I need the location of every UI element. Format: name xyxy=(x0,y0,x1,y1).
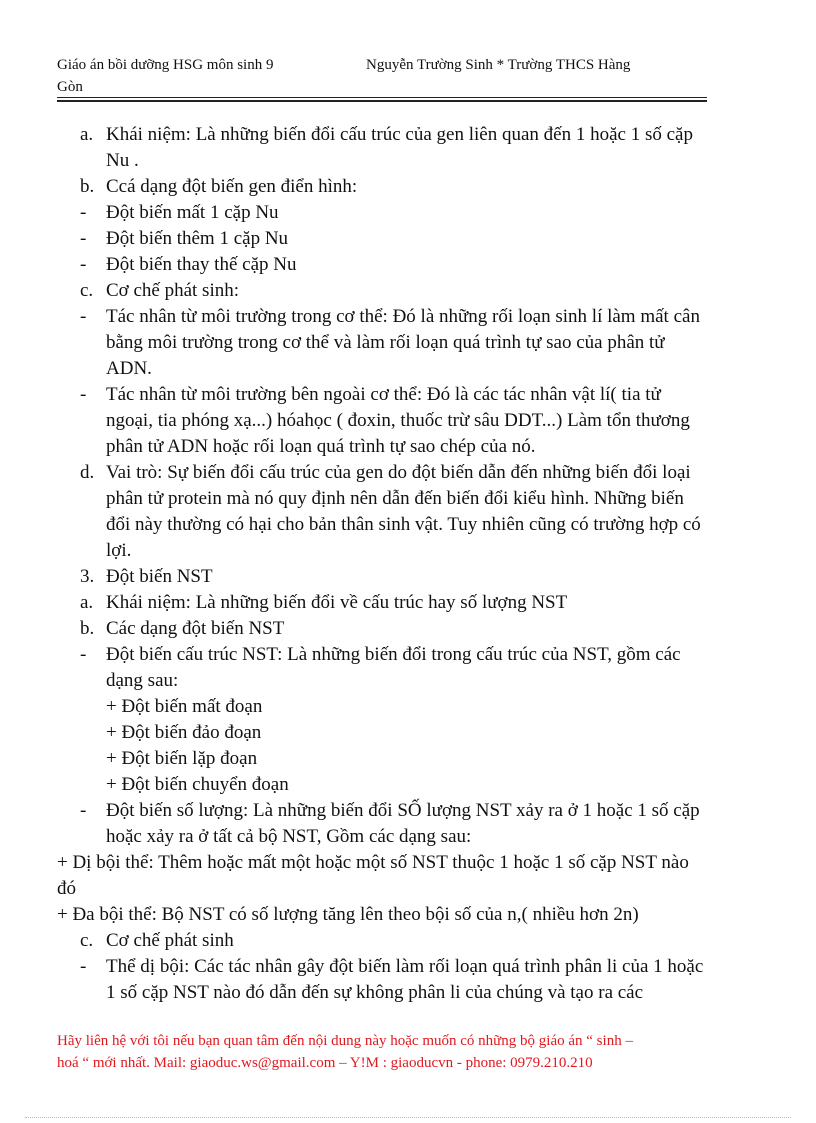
text-line xyxy=(57,278,707,304)
line-text: Khái niệm: Là những biến đổi cấu trúc của gen liên quan đến 1 hoặc 1 số cặp Nu . xyxy=(106,124,693,171)
line-text: Cơ chế phát sinh: xyxy=(106,280,239,301)
text-line xyxy=(57,694,707,720)
header-continuation: Gòn xyxy=(57,79,83,95)
text-line xyxy=(57,928,707,954)
line-text: Đột biến số lượng: Là những biến đổi SỐ lượng NST xảy ra ở 1 hoặc 1 số cặp hoặc xảy ra ở tất cả bộ NST, Gồm các dạng sau: xyxy=(106,800,700,847)
document-body xyxy=(57,122,707,1006)
line-text: Khái niệm: Là những biến đổi về cấu trúc hay số lượng NST xyxy=(106,592,568,613)
text-line xyxy=(57,720,707,746)
line-text: Thể dị bội: Các tác nhân gây đột biến làm rối loạn quá trình phân li của 1 hoặc 1 số cặp NST nào đó dẫn đến sự không phân li của chúng và tạo ra các xyxy=(106,956,704,1003)
text-line xyxy=(57,460,707,564)
line-text: + Đột biến mất đoạn xyxy=(106,696,263,717)
list-marker: - xyxy=(80,254,87,275)
line-text: Vai trò: Sự biến đổi cấu trúc của gen do đột biến dẫn đến những biến đổi loại phân tử protein mà nó quy định nên dẫn đến biến đổi kiểu hình. Những biến đổi này thường có hại cho bản thân sinh vật. Tuy nhiên cũng có trường hợp có lợi. xyxy=(106,462,701,561)
line-text: + Đột biến lặp đoạn xyxy=(106,748,258,769)
list-marker: - xyxy=(80,202,87,223)
line-text: + Đa bội thể: Bộ NST có số lượng tăng lên theo bội số của n,( nhiều hơn 2n) xyxy=(57,904,639,925)
text-line xyxy=(57,746,707,772)
text-line xyxy=(57,226,707,252)
list-marker: a. xyxy=(80,124,94,145)
line-text: Tác nhân từ môi trường bên ngoài cơ thể: Đó là các tác nhân vật lí( tia tử ngoại, tia phóng xạ...) hóahọc ( đoxin, thuốc trừ sâu DDT...) Làm tổn thương phân tử ADN hoặc rối loạn quá trình tự sao chép của nó. xyxy=(106,384,690,457)
list-marker: - xyxy=(80,228,87,249)
page-footer xyxy=(57,1030,717,1074)
header-rule-thick xyxy=(57,100,707,102)
text-line xyxy=(57,382,707,460)
text-line xyxy=(57,902,707,928)
line-text: Ccá dạng đột biến gen điển hình: xyxy=(106,176,358,197)
list-marker: c. xyxy=(80,930,94,951)
header-rule-thin xyxy=(57,97,707,98)
text-line xyxy=(57,564,707,590)
line-text: Cơ chế phát sinh xyxy=(106,930,234,951)
list-marker: 3. xyxy=(80,566,95,587)
list-marker: - xyxy=(80,956,87,977)
list-marker: d. xyxy=(80,462,95,483)
list-marker: - xyxy=(80,800,87,821)
text-line xyxy=(57,122,707,174)
text-line xyxy=(57,616,707,642)
text-line xyxy=(57,798,707,850)
list-marker: b. xyxy=(80,618,95,639)
header-right: Nguyễn Trường Sinh * Trường THCS Hàng xyxy=(366,57,631,73)
header-left: Giáo án bồi dưỡng HSG môn sinh 9 xyxy=(57,57,274,73)
list-marker: b. xyxy=(80,176,95,197)
list-marker: - xyxy=(80,306,87,327)
text-line xyxy=(57,954,707,1006)
line-text: Đột biến thêm 1 cặp Nu xyxy=(106,228,289,249)
line-text: + Đột biến chuyển đoạn xyxy=(106,774,289,795)
line-text: + Dị bội thể: Thêm hoặc mất một hoặc một số NST thuộc 1 hoặc 1 số cặp NST nào đó xyxy=(57,852,689,899)
text-line xyxy=(57,850,707,902)
text-line xyxy=(57,772,707,798)
page-bottom-divider xyxy=(25,1117,791,1118)
list-marker: a. xyxy=(80,592,94,613)
text-line xyxy=(57,200,707,226)
footer-line-2: hoá “ mới nhất. Mail: giaoduc.ws@gmail.com – Y!M : giaoducvn - phone: 0979.210.210 xyxy=(57,1055,593,1071)
text-line xyxy=(57,590,707,616)
line-text: Tác nhân từ môi trường trong cơ thể: Đó là những rối loạn sinh lí làm mất cân bằng môi trường trong cơ thể và làm rối loạn quá trình tự sao của phân tử ADN. xyxy=(106,306,700,379)
list-marker: c. xyxy=(80,280,94,301)
footer-line-1: Hãy liên hệ với tôi nếu bạn quan tâm đến nội dung này hoặc muốn có những bộ giáo án “ sinh – xyxy=(57,1033,633,1049)
line-text: Đột biến thay thế cặp Nu xyxy=(106,254,297,275)
list-marker: - xyxy=(80,384,87,405)
text-line xyxy=(57,642,707,694)
line-text: Đột biến NST xyxy=(106,566,213,587)
list-marker: - xyxy=(80,644,87,665)
line-text: Đột biến cấu trúc NST: Là những biến đổi trong cấu trúc của NST, gồm các dạng sau: xyxy=(106,644,681,691)
text-line xyxy=(57,252,707,278)
text-line xyxy=(57,304,707,382)
line-text: Đột biến mất 1 cặp Nu xyxy=(106,202,279,223)
line-text: Các dạng đột biến NST xyxy=(106,618,285,639)
text-line xyxy=(57,174,707,200)
line-text: + Đột biến đảo đoạn xyxy=(106,722,262,743)
